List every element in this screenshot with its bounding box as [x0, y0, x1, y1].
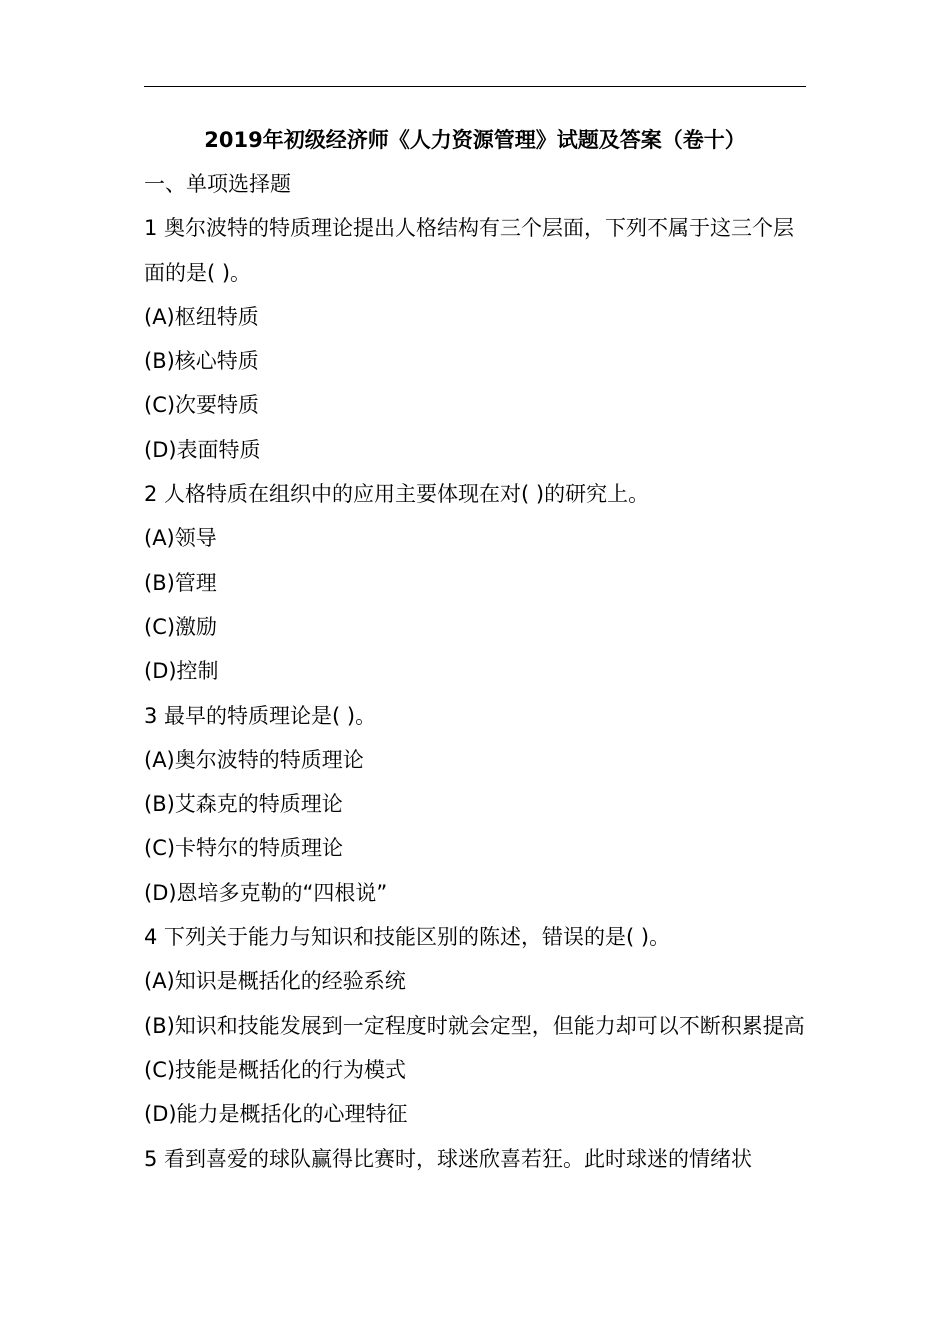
option-line: (D)能力是概括化的心理特征 [144, 1102, 408, 1127]
option-line: (D)表面特质 [144, 437, 261, 462]
option-line: (C)次要特质 [144, 393, 260, 418]
option-line: (A)知识是概括化的经验系统 [144, 969, 406, 994]
option-line: (A)奥尔波特的特质理论 [144, 747, 364, 772]
option-line: (A)枢纽特质 [144, 304, 259, 329]
option-line: (D)恩培多克勒的“四根说” [144, 880, 388, 905]
option-line: (B)核心特质 [144, 349, 259, 374]
document-title: 2019年初级经济师《人力资源管理》试题及答案（卷十） [204, 128, 746, 152]
question-1: 1 奥尔波特的特质理论提出人格结构有三个层面，下列不属于这三个层面的是( )。 [144, 216, 795, 285]
document-body [144, 162, 806, 1181]
option-line: (A)领导 [144, 526, 217, 551]
option-line: (C)卡特尔的特质理论 [144, 836, 344, 861]
option-line: (C)激励 [144, 614, 218, 639]
option-line: (B)管理 [144, 570, 217, 595]
question-4: 4 下列关于能力与知识和技能区别的陈述，错误的是( )。 [144, 925, 671, 950]
question-3: 3 最早的特质理论是( )。 [144, 703, 377, 728]
option-line: (D)控制 [144, 659, 219, 684]
question-2: 2 人格特质在组织中的应用主要体现在对( )的研究上。 [144, 482, 650, 507]
option-line: (C)技能是概括化的行为模式 [144, 1057, 407, 1082]
option-line: (B)艾森克的特质理论 [144, 792, 343, 817]
header-rule [144, 86, 806, 87]
question-5: 5 看到喜爱的球队赢得比赛时，球迷欣喜若狂。此时球迷的情绪状 [144, 1146, 753, 1171]
option-line: (B)知识和技能发展到一定程度时就会定型，但能力却可以不断积累提高 [144, 1013, 805, 1038]
section-heading: 一、单项选择题 [144, 172, 291, 196]
